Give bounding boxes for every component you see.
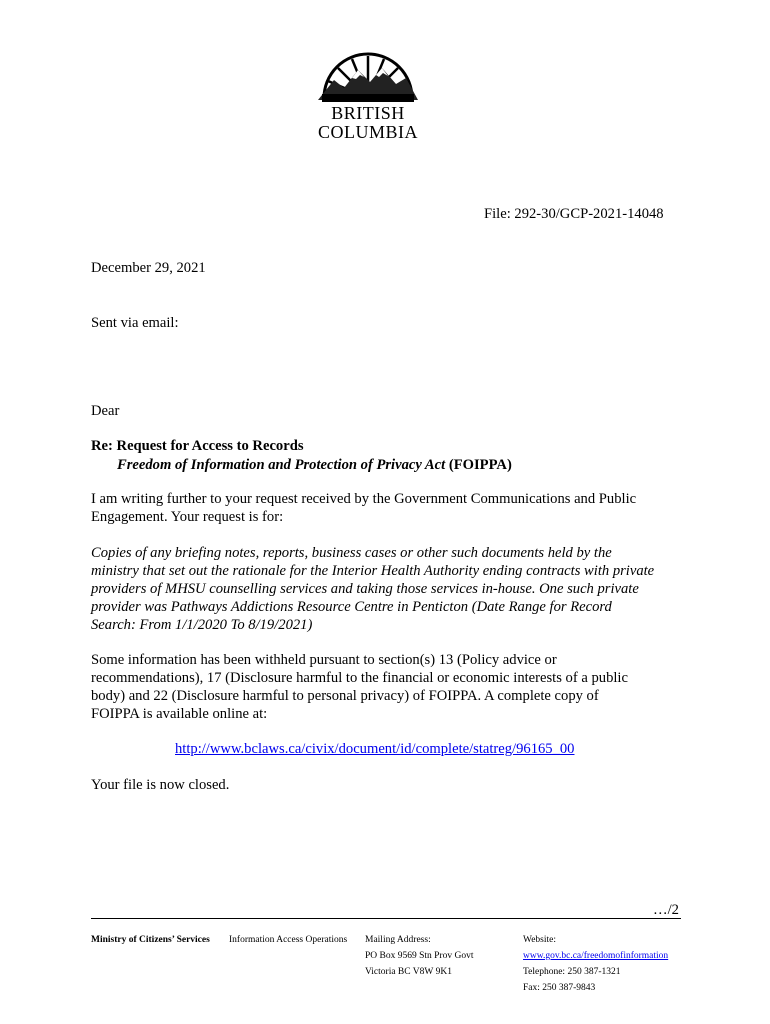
request-line: Copies of any briefing notes, reports, business cases or other such documents held by the	[91, 545, 612, 561]
mailing-line: Victoria BC V8W 9K1	[365, 967, 452, 977]
footer-ministry: Ministry of Citizens’ Services	[91, 935, 210, 945]
page-continuation: …/2	[653, 902, 679, 918]
website-label: Website:	[523, 935, 557, 945]
logo-text-line2: COLUMBIA	[317, 122, 418, 142]
sun-mountains-emblem	[312, 44, 424, 102]
act-abbreviation: (FOIPPA)	[445, 457, 512, 473]
act-name: Freedom of Information and Protection of Privacy Act	[117, 457, 446, 473]
withheld-line: Some information has been withheld pursuant to section(s) 13 (Policy advice or	[91, 652, 557, 668]
bc-government-logo	[312, 44, 424, 144]
intro-line: I am writing further to your request received by the Government Communications and Public	[91, 491, 637, 507]
letter-date: December 29, 2021	[91, 260, 206, 276]
website-link[interactable]: www.gov.bc.ca/freedomofinformation	[523, 951, 669, 961]
sent-via-label: Sent via email:	[91, 315, 179, 331]
file-reference: File: 292-30/GCP-2021-14048	[484, 206, 664, 222]
fax: Fax: 250 387-9843	[523, 983, 596, 993]
closing-sentence: Your file is now closed.	[91, 777, 230, 793]
request-description	[91, 544, 691, 634]
intro-line: Engagement. Your request is for:	[91, 509, 284, 525]
intro-paragraph	[91, 490, 691, 526]
request-line: provider was Pathways Addictions Resource Centre in Penticton (Date Range for Record	[91, 599, 612, 615]
withheld-line: recommendations), 17 (Disclosure harmful to the financial or economic interests of a public	[91, 670, 628, 686]
footer-mailing-address	[365, 932, 473, 980]
footer-divider	[91, 918, 681, 919]
request-line: Search: From 1/1/2020 To 8/19/2021)	[91, 617, 313, 633]
footer-branch: Information Access Operations	[229, 935, 348, 945]
withheld-paragraph	[91, 651, 691, 723]
foippa-link[interactable]: http://www.bclaws.ca/civix/document/id/complete/statreg/96165_00	[175, 741, 575, 757]
withheld-line: body) and 22 (Disclosure harmful to personal privacy) of FOIPPA. A complete copy of	[91, 688, 599, 704]
telephone: Telephone: 250 387-1321	[523, 967, 621, 977]
request-line: providers of MHSU counselling services and taking those services in-house. One such private	[91, 581, 639, 597]
mailing-label: Mailing Address:	[365, 935, 431, 945]
request-line: ministry that set out the rationale for the Interior Health Authority ending contracts with private	[91, 563, 655, 579]
footer-contact	[523, 932, 668, 996]
salutation: Dear	[91, 403, 120, 419]
mailing-line: PO Box 9569 Stn Prov Govt	[365, 951, 474, 961]
withheld-line: FOIPPA is available online at:	[91, 706, 268, 722]
act-title	[117, 456, 512, 474]
logo-text-line1: BRITISH	[331, 103, 405, 123]
subject-line: Re: Request for Access to Records	[91, 438, 304, 454]
